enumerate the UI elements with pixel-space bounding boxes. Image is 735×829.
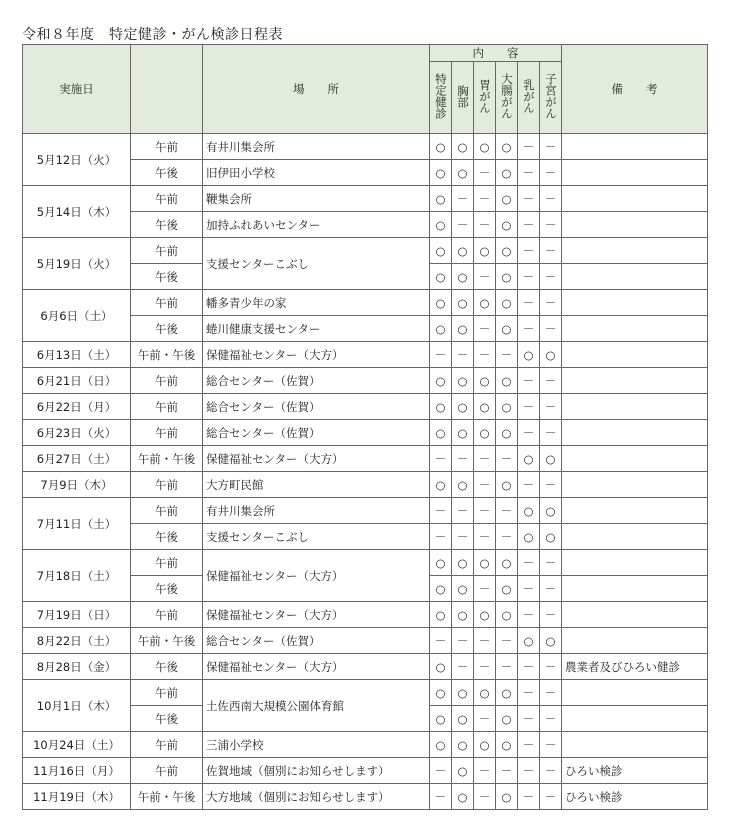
exam-mark: ○ [430, 706, 452, 732]
place-cell: 佐賀地域（個別にお知らせします） [203, 758, 430, 784]
exam-mark: ○ [452, 368, 474, 394]
place-cell: 保健福祉センター（大方） [203, 342, 430, 368]
time-cell: 午前・午後 [131, 628, 203, 654]
table-row [23, 680, 708, 706]
exam-mark: ○ [496, 706, 518, 732]
exam-mark: － [430, 446, 452, 472]
time-cell: 午後 [131, 706, 203, 732]
exam-mark: － [540, 654, 562, 680]
place-cell: 三浦小学校 [203, 732, 430, 758]
exam-mark: － [540, 576, 562, 602]
exam-mark: ○ [430, 212, 452, 238]
exam-mark: － [452, 498, 474, 524]
exam-mark: ○ [430, 420, 452, 446]
note-cell [562, 576, 708, 602]
time-cell: 午前・午後 [131, 446, 203, 472]
exam-mark: ○ [474, 550, 496, 576]
table-row [23, 290, 708, 316]
exam-mark: ○ [540, 342, 562, 368]
exam-mark: － [430, 628, 452, 654]
exam-mark: ○ [540, 498, 562, 524]
exam-mark: ○ [452, 316, 474, 342]
note-cell [562, 602, 708, 628]
exam-mark: － [540, 264, 562, 290]
exam-mark: － [518, 732, 540, 758]
exam-mark: － [518, 420, 540, 446]
place-cell: 大方町民館 [203, 472, 430, 498]
table-row [23, 134, 708, 160]
exam-mark: － [518, 680, 540, 706]
exam-mark: ○ [430, 550, 452, 576]
date-cell: 5月19日（火） [23, 238, 131, 290]
header-notes: 備 考 [562, 45, 708, 134]
exam-mark: － [540, 160, 562, 186]
exam-mark: ○ [496, 316, 518, 342]
exam-mark: － [518, 134, 540, 160]
exam-mark: － [540, 316, 562, 342]
exam-mark: － [540, 680, 562, 706]
note-cell [562, 446, 708, 472]
exam-mark: － [518, 758, 540, 784]
header-exam: 乳がん [518, 62, 540, 134]
exam-mark: ○ [474, 368, 496, 394]
exam-mark: ○ [496, 680, 518, 706]
table-row [23, 550, 708, 576]
table-row [23, 784, 708, 810]
exam-mark: ○ [452, 238, 474, 264]
exam-mark: ○ [518, 498, 540, 524]
exam-mark: － [518, 238, 540, 264]
exam-mark: ○ [540, 628, 562, 654]
exam-mark: － [540, 420, 562, 446]
time-cell: 午前 [131, 394, 203, 420]
exam-mark: ○ [452, 160, 474, 186]
exam-mark: － [452, 524, 474, 550]
date-cell: 11月19日（木） [23, 784, 131, 810]
time-cell: 午前 [131, 368, 203, 394]
exam-mark: － [430, 342, 452, 368]
table-row [23, 654, 708, 680]
note-cell [562, 212, 708, 238]
exam-mark: － [518, 186, 540, 212]
time-cell: 午後 [131, 264, 203, 290]
table-row [23, 186, 708, 212]
note-cell [562, 472, 708, 498]
exam-mark: － [540, 238, 562, 264]
exam-mark: － [430, 524, 452, 550]
header-date: 実施日 [23, 45, 131, 134]
exam-mark: － [430, 784, 452, 810]
time-cell: 午後 [131, 160, 203, 186]
time-cell: 午後 [131, 576, 203, 602]
exam-mark: ○ [430, 238, 452, 264]
place-cell: 総合センター（佐賀） [203, 368, 430, 394]
header-time [131, 45, 203, 134]
exam-mark: ○ [430, 576, 452, 602]
exam-mark: ○ [452, 394, 474, 420]
exam-mark: － [518, 368, 540, 394]
note-cell [562, 368, 708, 394]
exam-mark: － [474, 342, 496, 368]
exam-mark: ○ [430, 368, 452, 394]
table-row [23, 238, 708, 264]
schedule-table [22, 44, 708, 810]
exam-mark: － [518, 576, 540, 602]
time-cell: 午前 [131, 680, 203, 706]
exam-mark: ○ [518, 524, 540, 550]
exam-mark: ○ [452, 680, 474, 706]
exam-mark: － [452, 342, 474, 368]
table-row [23, 498, 708, 524]
exam-mark: ○ [452, 134, 474, 160]
note-cell [562, 732, 708, 758]
note-cell [562, 186, 708, 212]
exam-mark: ○ [474, 420, 496, 446]
exam-mark: － [518, 602, 540, 628]
date-cell: 6月6日（土） [23, 290, 131, 342]
exam-mark: ○ [430, 602, 452, 628]
exam-mark: － [452, 212, 474, 238]
header-exam: 胸部 [452, 62, 474, 134]
exam-mark: － [474, 498, 496, 524]
exam-mark: ○ [496, 368, 518, 394]
time-cell: 午後 [131, 654, 203, 680]
exam-mark: － [474, 628, 496, 654]
note-cell [562, 160, 708, 186]
table-row [23, 368, 708, 394]
exam-mark: ○ [452, 472, 474, 498]
table-row [23, 342, 708, 368]
place-cell: 保健福祉センター（大方） [203, 550, 430, 602]
exam-mark: ○ [540, 446, 562, 472]
place-cell: 蜷川健康支援センター [203, 316, 430, 342]
note-cell [562, 134, 708, 160]
exam-mark: ○ [540, 524, 562, 550]
place-cell: 幡多青少年の家 [203, 290, 430, 316]
time-cell: 午前・午後 [131, 342, 203, 368]
exam-mark: － [540, 290, 562, 316]
exam-mark: ○ [496, 186, 518, 212]
exam-mark: ○ [496, 576, 518, 602]
note-cell: 農業者及びひろい健診 [562, 654, 708, 680]
note-cell [562, 238, 708, 264]
note-cell: ひろい検診 [562, 758, 708, 784]
time-cell: 午前 [131, 290, 203, 316]
exam-mark: － [518, 654, 540, 680]
exam-mark: ○ [474, 732, 496, 758]
time-cell: 午前 [131, 602, 203, 628]
time-cell: 午後 [131, 212, 203, 238]
date-cell: 6月13日（土） [23, 342, 131, 368]
exam-mark: － [474, 784, 496, 810]
exam-mark: － [540, 472, 562, 498]
exam-mark: ○ [452, 732, 474, 758]
exam-mark: － [496, 628, 518, 654]
exam-mark: ○ [452, 784, 474, 810]
table-row [23, 446, 708, 472]
place-cell: 土佐西南大規模公園体育館 [203, 680, 430, 732]
exam-mark: ○ [496, 134, 518, 160]
place-cell: 加持ふれあいセンター [203, 212, 430, 238]
exam-mark: － [452, 628, 474, 654]
place-cell: 大方地域（個別にお知らせします） [203, 784, 430, 810]
time-cell: 午前 [131, 186, 203, 212]
exam-mark: － [540, 368, 562, 394]
exam-mark: － [474, 654, 496, 680]
date-cell: 7月19日（日） [23, 602, 131, 628]
exam-mark: ○ [430, 680, 452, 706]
exam-mark: ○ [496, 290, 518, 316]
exam-mark: ○ [452, 602, 474, 628]
exam-mark: － [518, 394, 540, 420]
exam-mark: ○ [430, 290, 452, 316]
exam-mark: － [452, 446, 474, 472]
exam-mark: ○ [430, 186, 452, 212]
note-cell [562, 342, 708, 368]
date-cell: 6月21日（日） [23, 368, 131, 394]
time-cell: 午前 [131, 420, 203, 446]
place-cell: 旧伊田小学校 [203, 160, 430, 186]
exam-mark: ○ [452, 576, 474, 602]
exam-mark: － [496, 758, 518, 784]
note-cell [562, 628, 708, 654]
exam-mark: － [540, 550, 562, 576]
time-cell: 午前 [131, 498, 203, 524]
exam-mark: ○ [452, 264, 474, 290]
exam-mark: － [518, 550, 540, 576]
place-cell: 有井川集会所 [203, 134, 430, 160]
date-cell: 7月9日（木） [23, 472, 131, 498]
note-cell [562, 680, 708, 706]
exam-mark: － [540, 134, 562, 160]
place-cell: 支援センターこぶし [203, 524, 430, 550]
note-cell [562, 394, 708, 420]
time-cell: 午前 [131, 238, 203, 264]
place-cell: 総合センター（佐賀） [203, 420, 430, 446]
note-cell [562, 524, 708, 550]
header-exam: 大腸がん [496, 62, 518, 134]
exam-mark: － [540, 186, 562, 212]
date-cell: 6月23日（火） [23, 420, 131, 446]
time-cell: 午後 [131, 316, 203, 342]
note-cell [562, 316, 708, 342]
exam-mark: － [496, 342, 518, 368]
exam-mark: ○ [452, 758, 474, 784]
exam-mark: － [518, 706, 540, 732]
date-cell: 8月22日（土） [23, 628, 131, 654]
place-cell: 有井川集会所 [203, 498, 430, 524]
exam-mark: ○ [496, 394, 518, 420]
table-row [23, 602, 708, 628]
exam-mark: － [540, 706, 562, 732]
exam-mark: － [474, 264, 496, 290]
page-title: 令和８年度 特定健診・がん検診日程表 [22, 27, 283, 43]
time-cell: 午前 [131, 472, 203, 498]
exam-mark: ○ [474, 290, 496, 316]
exam-mark: － [474, 212, 496, 238]
exam-mark: ○ [474, 134, 496, 160]
exam-mark: － [540, 784, 562, 810]
note-cell [562, 420, 708, 446]
exam-mark: ○ [496, 264, 518, 290]
exam-mark: － [496, 498, 518, 524]
header-contents: 内 容 [430, 45, 562, 62]
exam-mark: － [518, 264, 540, 290]
exam-mark: － [474, 316, 496, 342]
time-cell: 午前 [131, 732, 203, 758]
date-cell: 10月1日（木） [23, 680, 131, 732]
schedule-body [23, 134, 708, 810]
exam-mark: － [474, 758, 496, 784]
date-cell: 6月22日（月） [23, 394, 131, 420]
exam-mark: － [474, 706, 496, 732]
header-place: 場 所 [203, 45, 430, 134]
place-cell: 保健福祉センター（大方） [203, 446, 430, 472]
exam-mark: － [540, 758, 562, 784]
exam-mark: － [430, 758, 452, 784]
exam-mark: ○ [496, 472, 518, 498]
exam-mark: － [474, 524, 496, 550]
time-cell: 午前 [131, 134, 203, 160]
time-cell: 午前・午後 [131, 784, 203, 810]
table-row [23, 732, 708, 758]
time-cell: 午前 [131, 758, 203, 784]
exam-mark: ○ [452, 550, 474, 576]
place-cell: 支援センターこぶし [203, 238, 430, 290]
date-cell: 7月11日（土） [23, 498, 131, 550]
date-cell: 6月27日（土） [23, 446, 131, 472]
exam-mark: ○ [430, 316, 452, 342]
exam-mark: － [474, 160, 496, 186]
place-cell: 総合センター（佐賀） [203, 628, 430, 654]
header-exam: 胃がん [474, 62, 496, 134]
exam-mark: ○ [430, 394, 452, 420]
note-cell [562, 290, 708, 316]
exam-mark: － [474, 446, 496, 472]
exam-mark: － [518, 472, 540, 498]
time-cell: 午前 [131, 550, 203, 576]
table-row [23, 420, 708, 446]
date-cell: 7月18日（土） [23, 550, 131, 602]
time-cell: 午後 [131, 524, 203, 550]
table-row [23, 758, 708, 784]
exam-mark: － [540, 602, 562, 628]
exam-mark: － [518, 784, 540, 810]
exam-mark: ○ [430, 160, 452, 186]
exam-mark: － [452, 186, 474, 212]
date-cell: 11月16日（月） [23, 758, 131, 784]
exam-mark: ○ [452, 420, 474, 446]
exam-mark: － [496, 654, 518, 680]
exam-mark: ○ [452, 706, 474, 732]
exam-mark: － [452, 654, 474, 680]
place-cell: 鞭集会所 [203, 186, 430, 212]
place-cell: 保健福祉センター（大方） [203, 602, 430, 628]
exam-mark: ○ [452, 290, 474, 316]
place-cell: 保健福祉センター（大方） [203, 654, 430, 680]
exam-mark: ○ [518, 628, 540, 654]
note-cell [562, 706, 708, 732]
table-row [23, 394, 708, 420]
exam-mark: － [496, 524, 518, 550]
exam-mark: ○ [496, 212, 518, 238]
exam-mark: － [496, 446, 518, 472]
table-row [23, 628, 708, 654]
note-cell: ひろい検診 [562, 784, 708, 810]
exam-mark: ○ [474, 238, 496, 264]
date-cell: 8月28日（金） [23, 654, 131, 680]
exam-mark: － [474, 472, 496, 498]
exam-mark: ○ [430, 732, 452, 758]
exam-mark: － [540, 394, 562, 420]
note-cell [562, 550, 708, 576]
exam-mark: － [430, 498, 452, 524]
header-exam: 子宮がん [540, 62, 562, 134]
exam-mark: － [540, 732, 562, 758]
exam-mark: ○ [474, 394, 496, 420]
exam-mark: ○ [496, 550, 518, 576]
exam-mark: ○ [496, 238, 518, 264]
exam-mark: ○ [496, 602, 518, 628]
exam-mark: ○ [430, 472, 452, 498]
note-cell [562, 264, 708, 290]
exam-mark: ○ [496, 420, 518, 446]
exam-mark: ○ [430, 134, 452, 160]
exam-mark: ○ [518, 342, 540, 368]
exam-mark: ○ [474, 602, 496, 628]
note-cell [562, 498, 708, 524]
exam-mark: － [540, 212, 562, 238]
exam-mark: － [518, 316, 540, 342]
place-cell: 総合センター（佐賀） [203, 394, 430, 420]
exam-mark: ○ [496, 732, 518, 758]
exam-mark: ○ [474, 680, 496, 706]
exam-mark: － [518, 290, 540, 316]
date-cell: 5月12日（火） [23, 134, 131, 186]
header-exam: 特定健診 [430, 62, 452, 134]
exam-mark: ○ [430, 654, 452, 680]
exam-mark: － [518, 212, 540, 238]
exam-mark: ○ [518, 446, 540, 472]
exam-mark: － [518, 160, 540, 186]
exam-mark: － [474, 576, 496, 602]
date-cell: 10月24日（土） [23, 732, 131, 758]
date-cell: 5月14日（木） [23, 186, 131, 238]
exam-mark: － [474, 186, 496, 212]
exam-mark: ○ [496, 160, 518, 186]
table-row [23, 472, 708, 498]
exam-mark: ○ [496, 784, 518, 810]
exam-mark: ○ [430, 264, 452, 290]
